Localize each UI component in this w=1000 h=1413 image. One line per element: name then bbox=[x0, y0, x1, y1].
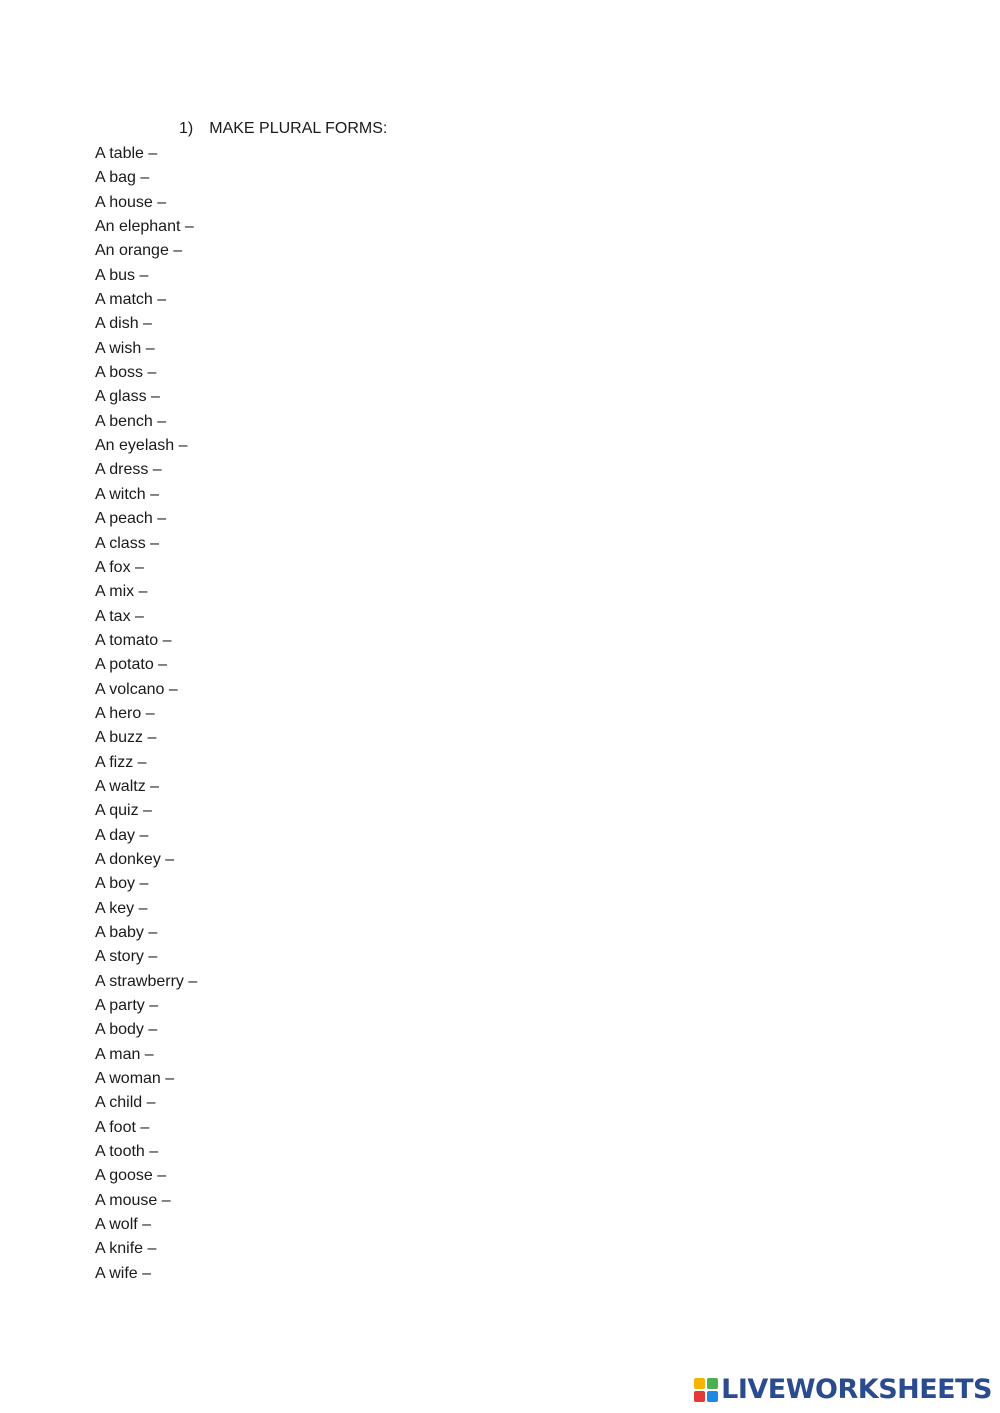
list-item: A peach – bbox=[95, 510, 167, 528]
list-item: A fox – bbox=[95, 558, 144, 576]
list-item: A body – bbox=[95, 1021, 158, 1039]
exercise-title: MAKE PLURAL FORMS: bbox=[209, 120, 388, 137]
liveworksheets-logo-icon bbox=[694, 1378, 718, 1402]
list-item: A knife – bbox=[95, 1240, 157, 1258]
liveworksheets-watermark bbox=[694, 1375, 992, 1405]
exercise-number: 1) bbox=[179, 120, 194, 137]
list-item: A bus – bbox=[95, 266, 149, 284]
list-item: A hero – bbox=[95, 704, 155, 722]
list-item: A baby – bbox=[95, 924, 158, 941]
logo-square-4 bbox=[707, 1391, 718, 1402]
list-item: A waltz – bbox=[95, 777, 160, 795]
list-item: A dish – bbox=[95, 315, 152, 333]
list-item: A party – bbox=[95, 997, 159, 1015]
list-item: A volcano – bbox=[95, 680, 178, 698]
list-item: A witch – bbox=[95, 485, 160, 503]
list-item: A child – bbox=[95, 1094, 156, 1112]
noun-list bbox=[95, 144, 197, 1288]
list-item: A goose – bbox=[95, 1167, 167, 1185]
exercise-heading bbox=[179, 119, 387, 139]
list-item: A strawberry – bbox=[95, 972, 198, 990]
list-item: A match – bbox=[95, 291, 167, 309]
logo-square-3 bbox=[694, 1391, 705, 1402]
list-item: A class – bbox=[95, 534, 160, 552]
logo-square-1 bbox=[694, 1378, 705, 1389]
list-item: An orange – bbox=[95, 242, 183, 260]
list-item: A foot – bbox=[95, 1118, 150, 1136]
list-item: A boy – bbox=[95, 875, 149, 893]
list-item: A tomato – bbox=[95, 631, 172, 649]
list-item: A donkey – bbox=[95, 850, 175, 868]
list-item: A tooth – bbox=[95, 1143, 159, 1161]
list-item: A quiz – bbox=[95, 802, 152, 820]
logo-square-2 bbox=[707, 1378, 718, 1389]
list-item: A key – bbox=[95, 899, 148, 917]
list-item: A wish – bbox=[95, 339, 155, 357]
list-item: A wolf – bbox=[95, 1216, 152, 1234]
list-item: A bag – bbox=[95, 169, 150, 187]
list-item: A man – bbox=[95, 1045, 154, 1063]
watermark-text: LIVEWORKSHEETS bbox=[721, 1374, 992, 1405]
list-item: A day – bbox=[95, 826, 149, 844]
list-item: A mix – bbox=[95, 583, 148, 601]
list-item: A fizz – bbox=[95, 753, 147, 771]
list-item: An elephant – bbox=[95, 218, 194, 236]
list-item: A potato – bbox=[95, 656, 168, 674]
list-item: A table – bbox=[95, 145, 158, 162]
list-item: A wife – bbox=[95, 1264, 152, 1282]
list-item: A story – bbox=[95, 948, 158, 966]
list-item: A buzz – bbox=[95, 729, 157, 747]
list-item: A house – bbox=[95, 193, 167, 211]
list-item: An eyelash – bbox=[95, 437, 188, 455]
list-item: A woman – bbox=[95, 1070, 175, 1088]
list-item: A mouse – bbox=[95, 1191, 171, 1209]
list-item: A tax – bbox=[95, 607, 144, 625]
list-item: A glass – bbox=[95, 388, 160, 406]
list-item: A boss – bbox=[95, 364, 157, 382]
list-item: A dress – bbox=[95, 461, 162, 479]
list-item: A bench – bbox=[95, 412, 167, 430]
